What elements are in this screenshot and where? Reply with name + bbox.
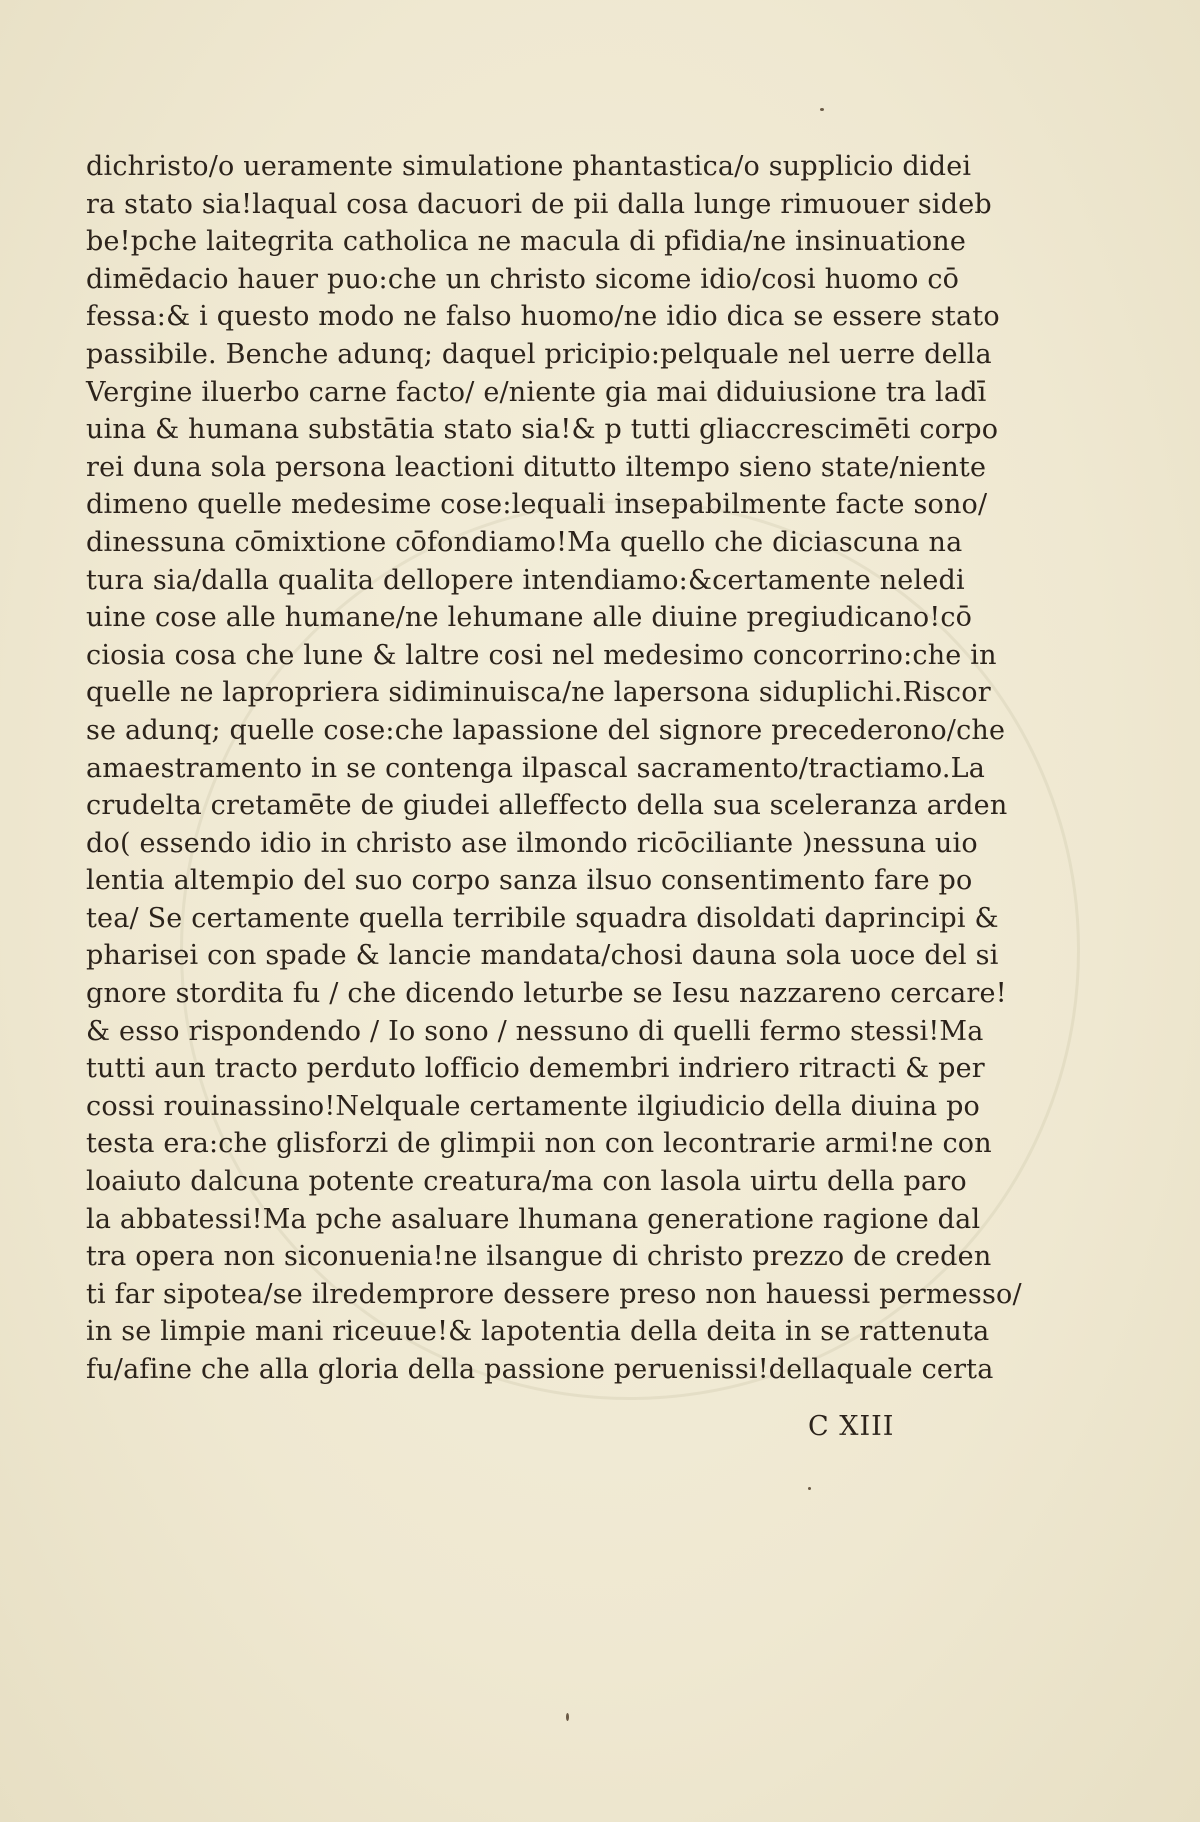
text-line: pharisei con spade & lancie mandata/chosi dauna sola uoce del si: [86, 940, 999, 972]
ink-speck: [808, 1487, 811, 1490]
text-line: in se limpie mani riceuue!& lapotentia della deita in se rattenuta: [86, 1316, 990, 1348]
text-line: dimēdacio hauer puo:che un christo sicome idio/cosi huomo cō: [86, 263, 960, 295]
text-line: & esso rispondendo / Io sono / nessuno di quelli fermo stessi!Ma: [86, 1015, 984, 1047]
text-line: be!pche laitegrita catholica ne macula di pfidia/ne insinuatione: [86, 226, 967, 258]
text-line: tura sia/dalla qualita dellopere intendiamo:&certamente neledi: [86, 564, 965, 596]
text-block: [86, 148, 1022, 1389]
text-line: amaestramento in se contenga ilpascal sacramento/tractiamo.La: [86, 752, 986, 784]
text-line: la abbatessi!Ma pche asaluare lhumana generatione ragione dal: [86, 1203, 981, 1235]
text-line: tea/ Se certamente quella terribile squadra disoldati daprincipi &: [86, 902, 999, 934]
text-line: se adunq; quelle cose:che lapassione del signore precederono/che: [86, 714, 1006, 746]
text-line: tra opera non siconuenia!ne ilsangue di christo prezzo de creden: [86, 1241, 992, 1273]
text-line: do( essendo idio in christo ase ilmondo ricōciliante )nessuna uio: [86, 827, 978, 859]
text-line: lentia altempio del suo corpo sanza ilsuo consentimento fare po: [86, 865, 973, 897]
text-line: Vergine iluerbo carne facto/ e/niente gia mai diduiusione tra ladī: [86, 376, 987, 408]
text-line: uine cose alle humane/ne lehumane alle diuine pregiudicano!cō: [86, 602, 973, 634]
text-line: ciosia cosa che lune & laltre cosi nel medesimo concorrino:che in: [86, 639, 997, 671]
text-line: rei duna sola persona leactioni ditutto iltempo sieno state/niente: [86, 451, 987, 483]
text-line: testa era:che glisforzi de glimpii non con lecontrarie armi!ne con: [86, 1128, 992, 1160]
text-line: tutti aun tracto perduto lofficio demembri indriero ritracti & per: [86, 1053, 985, 1085]
folio-number: C XIII: [808, 1411, 895, 1442]
text-line: crudelta cretamēte de giudei alleffecto della sua sceleranza arden: [86, 790, 1008, 822]
text-line: dimeno quelle medesime cose:lequali insepabilmente facte sono/: [86, 489, 988, 521]
text-line: fu/afine che alla gloria della passione peruenissi!dellaquale certa: [86, 1354, 994, 1385]
text-line: ti far sipotea/se ilredemprore dessere preso non hauessi permesso/: [86, 1278, 1022, 1310]
text-line: dinessuna cōmixtione cōfondiamo!Ma quello che diciascuna na: [86, 526, 963, 558]
ink-speck: [566, 1713, 569, 1721]
text-line: passibile. Benche adunq; daquel pricipio:pelquale nel uerre della: [86, 338, 992, 370]
text-line: quelle ne lapropriera sidiminuisca/ne lapersona siduplichi.Riscor: [86, 677, 991, 709]
text-line: ra stato sia!laqual cosa dacuori de pii dalla lunge rimuouer sideb: [86, 188, 992, 220]
text-line: fessa:& i questo modo ne falso huomo/ne idio dica se essere stato: [86, 301, 1000, 333]
text-line: uina & humana substātia stato sia!& p tutti gliaccrescimēti corpo: [86, 414, 999, 446]
text-line: gnore stordita fu / che dicendo leturbe se Iesu nazzareno cercare!: [86, 978, 1007, 1010]
text-line: cossi rouinassino!Nelquale certamente ilgiudicio della diuina po: [86, 1090, 981, 1122]
text-line: loaiuto dalcuna potente creatura/ma con lasola uirtu della paro: [86, 1166, 967, 1198]
text-line: dichristo/o ueramente simulatione phantastica/o supplicio didei: [86, 151, 972, 182]
ink-speck: [820, 108, 824, 111]
